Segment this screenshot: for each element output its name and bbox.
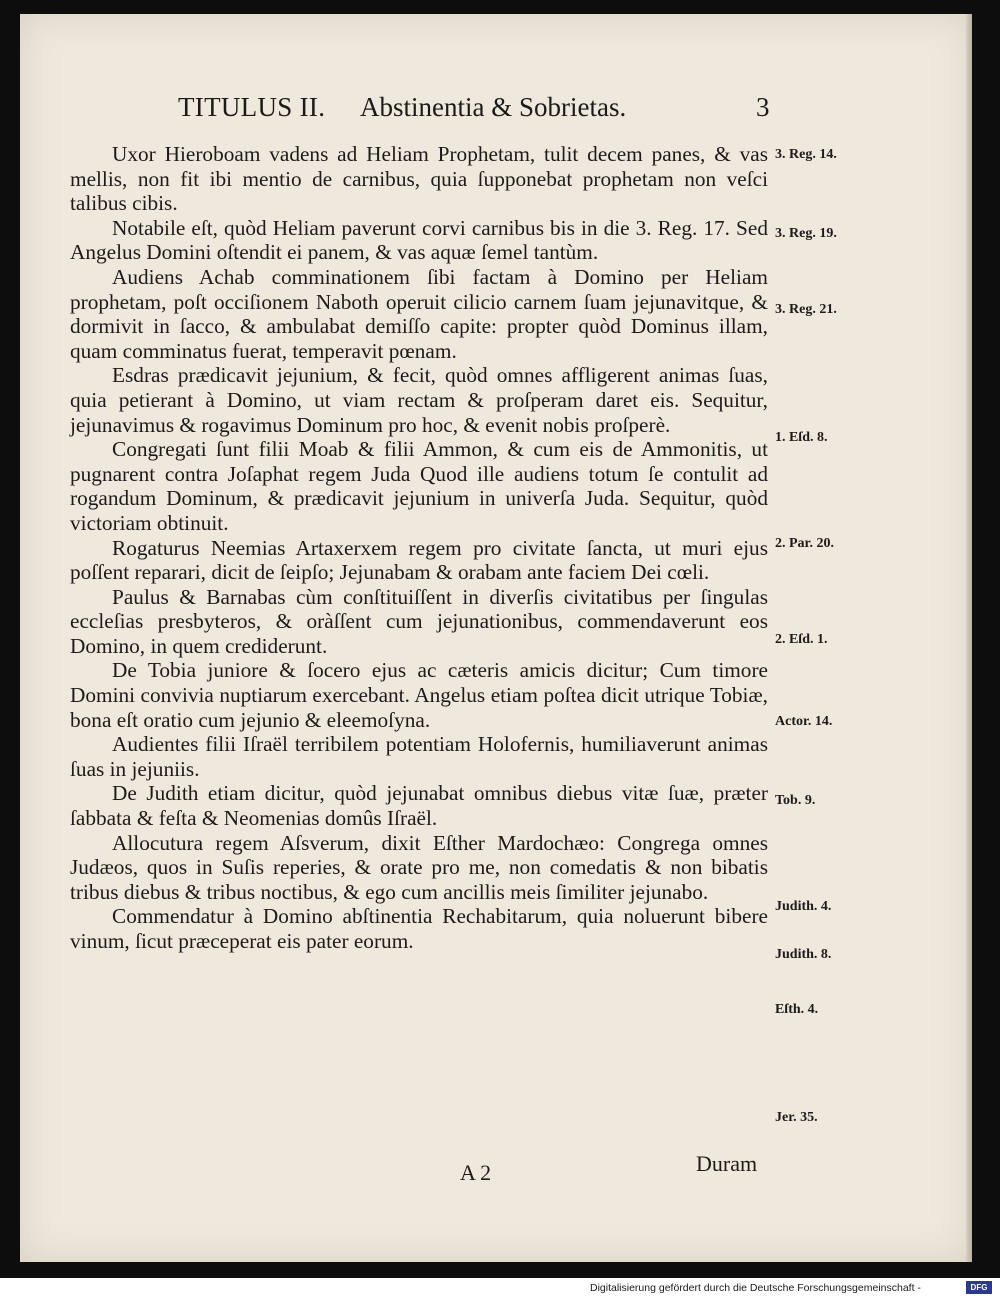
catchword: Duram [696,1151,758,1176]
paragraph-judith: De Judith etiam dicitur, quòd jejunabat omnibus diebus vitæ ſuæ, præter ſabbata & feſta & Neomenias domûs Iſraël. [70,781,768,831]
margin-note-reg-14: 3. Reg. 14. [775,147,837,162]
page-number: 3 [756,92,770,122]
margin-note-esd-1: 2. Eſd. 1. [775,632,828,647]
signature-mark: A 2 [460,1160,492,1185]
page-edge [966,14,972,1262]
margin-note-esd-8: 1. Eſd. 8. [775,430,828,445]
paragraph-holofernis: Audientes filii Iſraël terribilem potentiam Holofernis, humiliaverunt animas ſuas in jejuniis. [70,732,768,781]
margin-note-reg-21: 3. Reg. 21. [775,302,837,317]
running-head-title: TITULUS II. [178,92,326,122]
margin-note-tob-9: Tob. 9. [775,793,816,808]
running-head [178,92,778,132]
margin-note-par-20: 2. Par. 20. [775,536,834,551]
margin-note-jer-35: Jer. 35. [775,1110,818,1125]
paragraph-moab-ammon: Congregati ſunt filii Moab & filii Ammon, & cum eis de Ammonitis, ut pugnarent contra Joſaphat regem Juda Quod ille audiens totum ſe contulit ad rogandum Dominum, & prædicavit jejunium in univerſa Juda. Sequitur, quòd victoriam obtinuit. [70,437,768,535]
dfg-logo-icon: DFG [966,1281,992,1294]
paragraph-tobia: De Tobia juniore & ſocero ejus ac cæteris amicis dicitur; Cum timore Domini convivia nuptiarum exercebant. Angelus etiam poſtea dicit utrique Tobiæ, bona eſt oratio cum jejunio & eleemoſyna. [70,658,768,732]
paragraph-esdras: Esdras prædicavit jejunium, & fecit, quòd omnes affligerent animas ſuas, quia petierant à Domino, ut viam rectam & proſperam daret eis. Sequitur, jejunavimus & rogavimus Dominum pro hoc, & evenit nobis proſperè. [70,363,768,437]
paragraph-neemias: Rogaturus Neemias Artaxerxem regem pro civitate ſancta, ut muri ejus poſſent reparari, dicit de ſeipſo; Jejunabam & orabam ante faciem Dei cœli. [70,535,768,585]
paragraph-rechabitarum: Commendatur à Domino abſtinentia Rechabitarum, quia noluerunt bibere vinum, ſicut præceperat eis pater eorum. [70,904,768,953]
margin-note-actor-14: Actor. 14. [775,714,833,729]
paragraph-heliam-corvi: Notabile eſt, quòd Heliam paverunt corvi carnibus bis in die 3. Reg. 17. Sed Angelus Domini oſtendit ei panem, & vas aquæ ſemel tantùm. [70,215,768,265]
running-head-subject: Abstinentia & Sobrietas. [360,92,627,122]
margin-note-esth-4: Eſth. 4. [775,1002,819,1017]
margin-note-reg-19: 3. Reg. 19. [775,226,837,241]
paragraph-achab: Audiens Achab comminationem ſibi factam à Domino per Heliam prophetam, poſt occiſionem Naboth operuit cilicio carnem ſuam jejunavitque, & dormivit in ſacco, & ambulabat demiſſo capite: propter quòd Dominus illam, quam comminatus fuerat, temperavit pœnam. [70,264,768,363]
body-text [70,142,768,954]
margin-note-judith-4: Judith. 4. [775,899,832,914]
paragraph-hieroboam: Uxor Hieroboam vadens ad Heliam Prophetam, tulit decem panes, & vas mellis, non fit ibi mentio de carnibus, quia ſupponebat prophetam non veſci talibus cibis. [70,142,768,216]
margin-note-judith-8: Judith. 8. [775,947,832,962]
paragraph-esther: Allocutura regem Aſsverum, dixit Eſther Mardochæo: Congrega omnes Judæos, quos in Suſis reperies, & orate pro me, non comedatis & non bibatis tribus diebus & tribus noctibus, & ego cum ancillis meis ſimiliter jejunabo. [70,830,768,904]
paragraph-paulus-barnabas: Paulus & Barnabas cùm conſtituiſſent in diverſis civitatibus per ſingulas eccleſias presbyteros, & oràſſent cum jejunationibus, commendaverunt eos Domino, in quem crediderunt. [70,584,768,658]
digitization-credit: Digitalisierung gefördert durch die Deutsche Forschungsgemeinschaft - [590,1282,921,1294]
